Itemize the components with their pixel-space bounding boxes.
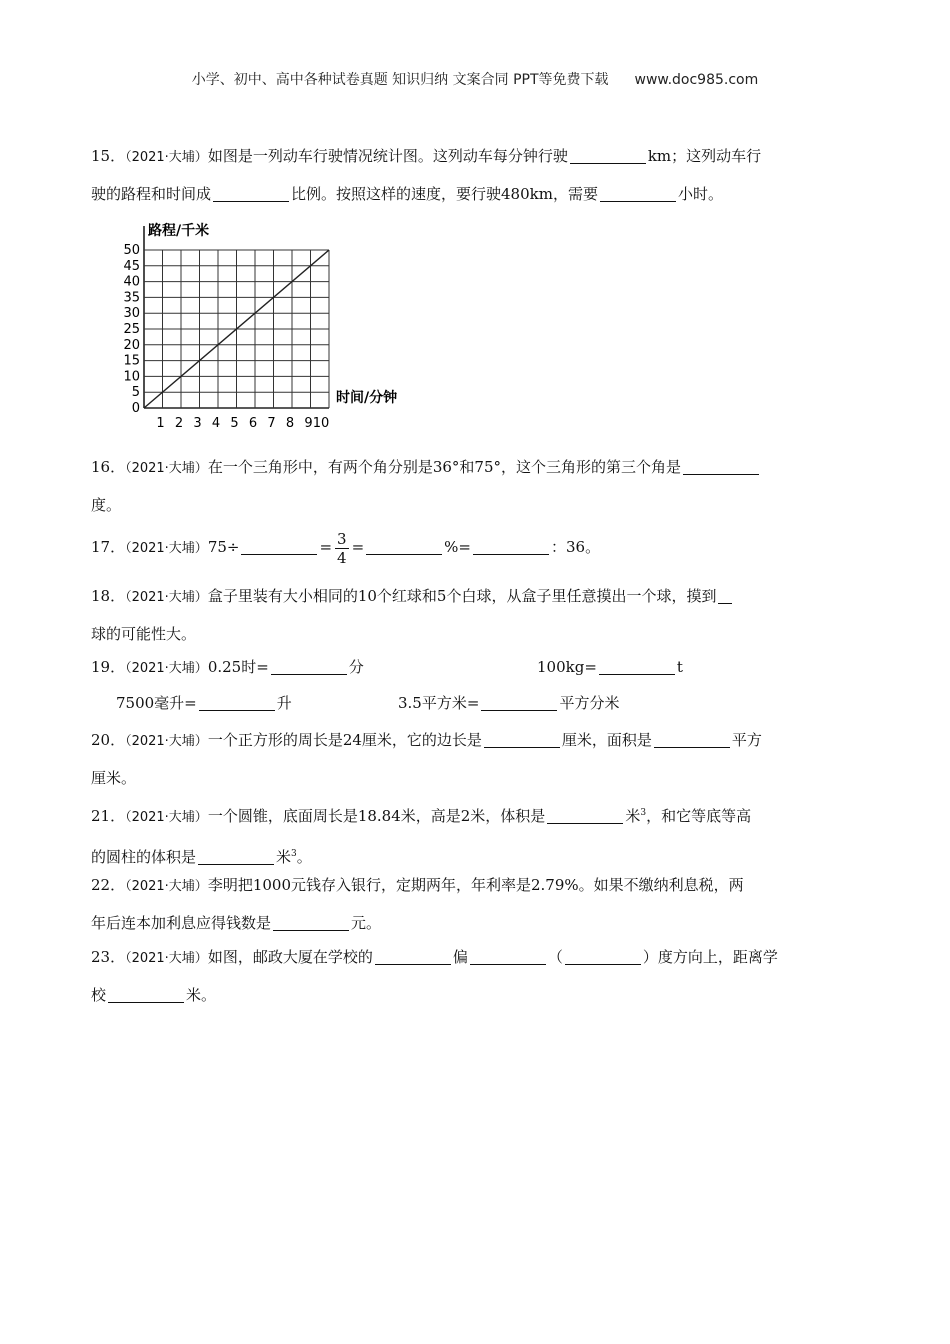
y-tick-label: 50 bbox=[123, 243, 140, 258]
q17-fraction-numerator: 3 bbox=[337, 529, 347, 548]
q23-text-1: 如图，邮政大厦在学校的 bbox=[207, 948, 373, 966]
chart-y-label: 路程/千米 bbox=[148, 223, 210, 239]
q17-blank-2[interactable] bbox=[366, 538, 442, 555]
x-tick-label: 9 bbox=[304, 416, 313, 430]
chart-y-ticks bbox=[123, 243, 140, 416]
q23-text-2: 偏 bbox=[452, 948, 468, 966]
q18-tag: （2021·大埔） bbox=[125, 590, 208, 605]
q15-text-3: 驶的路程和时间成 bbox=[91, 185, 212, 203]
q18-blank-1[interactable] bbox=[718, 587, 732, 604]
header-text: 小学、初中、高中各种试卷真题 知识归纳 文案合同 PPT等免费下载 bbox=[191, 72, 609, 88]
q22-text-1: 李明把1000元钱存入银行，定期两年，年利率是2.79%。如果不缴纳利息税，两 bbox=[207, 876, 744, 894]
q19-text-d2: 平方分米 bbox=[559, 694, 620, 712]
q16-tag: （2021·大埔） bbox=[125, 461, 208, 476]
q18-text-1: 盒子里装有大小相同的10个红球和5个白球，从盒子里任意摸出一个球，摸到 bbox=[207, 587, 717, 605]
q18-text-2: 球的可能性大。 bbox=[91, 625, 197, 643]
x-tick-label: 2 bbox=[174, 416, 184, 430]
chart-grid bbox=[144, 226, 329, 408]
x-tick-label: 1 bbox=[156, 416, 165, 430]
chart-x-label: 时间/分钟 bbox=[336, 390, 398, 406]
question-23 bbox=[91, 939, 861, 1013]
x-tick-label: 3 bbox=[193, 416, 202, 430]
q17-text-3: ：36。 bbox=[551, 538, 601, 556]
q21-number: 21． bbox=[91, 807, 126, 825]
q15-text-4: 比例。按照这样的速度，要行驶480km，需要 bbox=[291, 185, 598, 203]
question-18 bbox=[91, 578, 861, 652]
q19-text-a2: 分 bbox=[348, 658, 364, 676]
y-tick-label: 45 bbox=[123, 258, 140, 274]
x-tick-label: 4 bbox=[211, 416, 221, 430]
q15-blank-1[interactable] bbox=[570, 147, 646, 164]
q17-eq-2: = bbox=[351, 538, 365, 556]
q16-blank-1[interactable] bbox=[683, 458, 759, 475]
question-16 bbox=[91, 449, 861, 523]
q21-text-2: 米 bbox=[625, 807, 641, 825]
y-tick-label: 20 bbox=[123, 337, 140, 353]
x-tick-label: 7 bbox=[267, 416, 276, 430]
q20-text-2: 厘米，面积是 bbox=[561, 731, 652, 749]
question-19-line-2 bbox=[116, 685, 886, 721]
q15-blank-2[interactable] bbox=[213, 185, 289, 202]
y-tick-label: 10 bbox=[123, 369, 140, 385]
q23-blank-1[interactable] bbox=[375, 948, 451, 965]
y-tick-label: 0 bbox=[131, 401, 140, 416]
q16-text-1: 在一个三角形中，有两个角分别是36°和75°，这个三角形的第三个角是 bbox=[207, 458, 681, 476]
q22-tag: （2021·大埔） bbox=[125, 879, 208, 894]
q19-text-b2: t bbox=[676, 658, 683, 676]
page-header bbox=[0, 69, 950, 89]
q17-text-2: %= bbox=[444, 538, 471, 556]
q19-blank-d[interactable] bbox=[481, 694, 557, 711]
q21-superscript-1: 3 bbox=[640, 808, 647, 818]
y-tick-label: 35 bbox=[123, 290, 140, 306]
q18-number: 18． bbox=[91, 587, 126, 605]
y-tick-label: 5 bbox=[131, 385, 140, 401]
question-22 bbox=[91, 867, 861, 941]
q20-blank-1[interactable] bbox=[484, 731, 560, 748]
q21-text-5: 米 bbox=[276, 848, 292, 866]
q19-text-a1: 0.25时= bbox=[207, 658, 269, 676]
q15-number: 15． bbox=[91, 147, 126, 165]
q19-number: 19． bbox=[91, 658, 126, 676]
q19-part-b bbox=[537, 649, 683, 685]
x-tick-label: 5 bbox=[230, 416, 239, 430]
q22-blank-1[interactable] bbox=[273, 914, 349, 931]
question-19 bbox=[91, 649, 861, 687]
q17-blank-1[interactable] bbox=[241, 538, 317, 555]
q20-text-3: 平方 bbox=[731, 731, 762, 749]
q21-tag: （2021·大埔） bbox=[125, 810, 208, 825]
q23-text-6: 米。 bbox=[186, 986, 217, 1004]
question-20 bbox=[91, 722, 861, 796]
q22-number: 22． bbox=[91, 876, 126, 894]
q19-tag: （2021·大埔） bbox=[125, 661, 208, 676]
q20-tag: （2021·大埔） bbox=[125, 734, 208, 749]
q22-text-2: 年后连本加利息应得钱数是 bbox=[91, 914, 272, 932]
q17-text-1: 75÷ bbox=[207, 538, 240, 556]
q20-text-1: 一个正方形的周长是24厘米，它的边长是 bbox=[207, 731, 482, 749]
q17-fraction bbox=[335, 530, 349, 567]
q22-text-3: 元。 bbox=[351, 914, 382, 932]
q17-blank-3[interactable] bbox=[473, 538, 549, 555]
chart-x-ticks bbox=[156, 416, 329, 430]
q21-text-4: 的圆柱的体积是 bbox=[91, 848, 197, 866]
header-site: www.doc985.com bbox=[634, 72, 759, 88]
q17-tag: （2021·大埔） bbox=[125, 541, 208, 556]
y-tick-label: 30 bbox=[123, 306, 140, 322]
x-tick-label: 10 bbox=[312, 416, 330, 430]
q23-number: 23． bbox=[91, 948, 126, 966]
q15-text-1: 如图是一列动车行驶情况统计图。这列动车每分钟行驶 bbox=[207, 147, 568, 165]
q19-text-b1: 100kg= bbox=[537, 658, 597, 676]
q23-blank-2[interactable] bbox=[470, 948, 546, 965]
distance-time-chart bbox=[110, 218, 420, 430]
q19-blank-c[interactable] bbox=[199, 694, 275, 711]
q19-part-d bbox=[398, 685, 619, 721]
q21-text-3: ，和它等底等高 bbox=[646, 807, 752, 825]
q15-blank-3[interactable] bbox=[600, 185, 676, 202]
y-tick-label: 25 bbox=[123, 322, 140, 337]
x-tick-label: 6 bbox=[248, 416, 258, 430]
q19-blank-a[interactable] bbox=[271, 658, 347, 675]
q19-text-c2: 升 bbox=[276, 694, 292, 712]
q20-blank-2[interactable] bbox=[654, 731, 730, 748]
q21-blank-2[interactable] bbox=[198, 848, 274, 865]
question-21 bbox=[91, 795, 861, 875]
q16-text-2: 度。 bbox=[91, 496, 122, 514]
q19-text-c1: 7500毫升= bbox=[116, 694, 197, 712]
y-tick-label: 15 bbox=[123, 353, 140, 369]
q17-eq-1: = bbox=[319, 538, 333, 556]
y-tick-label: 40 bbox=[123, 274, 140, 290]
q21-blank-1[interactable] bbox=[547, 807, 623, 824]
q20-number: 20． bbox=[91, 731, 126, 749]
question-17 bbox=[91, 529, 861, 567]
q21-text-6: 。 bbox=[296, 848, 312, 866]
q23-blank-4[interactable] bbox=[108, 986, 184, 1003]
q17-fraction-denominator: 4 bbox=[337, 548, 347, 567]
question-15 bbox=[91, 138, 861, 212]
q20-text-4: 厘米。 bbox=[91, 769, 137, 787]
q17-number: 17． bbox=[91, 538, 126, 556]
q23-text-5: 校 bbox=[91, 986, 107, 1004]
q23-text-4: ）度方向上，距离学 bbox=[642, 948, 778, 966]
q23-text-3: （ bbox=[547, 948, 563, 966]
q21-text-1: 一个圆锥，底面周长是18.84米，高是2米，体积是 bbox=[207, 807, 546, 825]
q16-number: 16． bbox=[91, 458, 126, 476]
q21-superscript-2: 3 bbox=[291, 849, 297, 859]
q19-blank-b[interactable] bbox=[599, 658, 675, 675]
q15-tag: （2021·大埔） bbox=[125, 150, 208, 165]
q15-text-2: km；这列动车行 bbox=[647, 147, 762, 165]
q19-text-d1: 3.5平方米= bbox=[398, 694, 480, 712]
x-tick-label: 8 bbox=[285, 416, 295, 430]
q23-blank-3[interactable] bbox=[565, 948, 641, 965]
q23-tag: （2021·大埔） bbox=[125, 951, 208, 966]
q15-text-5: 小时。 bbox=[677, 185, 723, 203]
